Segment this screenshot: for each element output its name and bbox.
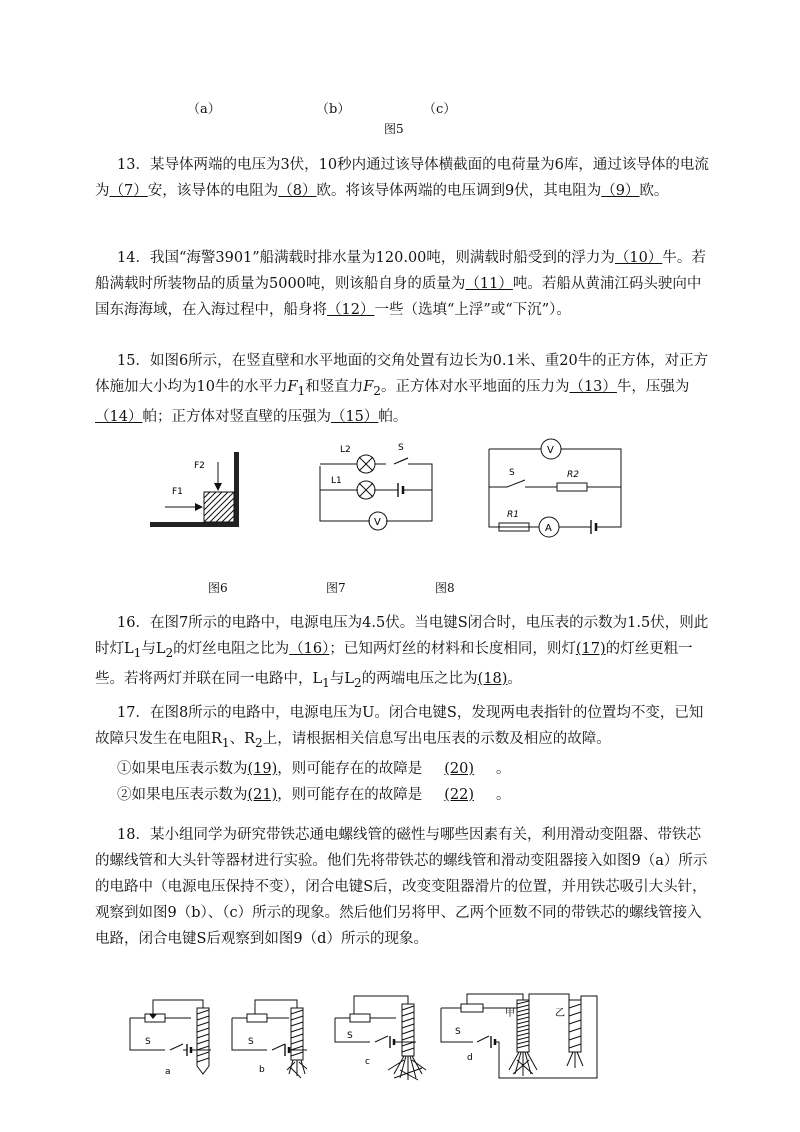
fig7-label-l2: L2 [340,445,351,455]
fig9-label-b: b [259,1065,265,1075]
q16-text6: 与L [329,670,354,687]
q17-text1: 17．在图8所示的电路中，电源电压为U。闭合电键S，发现两电表指针的位置均不变，已知故障只发生在电阻R [95,705,704,747]
blank-22: (22) [444,786,475,803]
q13-text1: 13．某导体两端的电压为3伏，10秒内通过该导体横截面的电荷量为6库，通过该导体的电流为 [95,157,709,199]
fig9-panel-d [441,994,597,1078]
blank-17: (17) [575,641,606,657]
blank-21: (21) [247,786,278,803]
fig9-label-yi: 乙 [555,1008,565,1019]
q16-l1-sub: 1 [133,645,142,660]
blank-12: （12） [327,302,375,318]
q15-f1-sub: 1 [297,383,306,398]
fig5-label-c: （c） [423,102,457,117]
q15-text3: 。正方体对水平地面的压力为 [380,379,570,395]
q15-text4: 牛，压强为 [616,379,690,395]
q16-text1: 16．在图7所示的电路中，电源电压为4.5伏。当电键S闭合时，电压表的示数为1.5伏，则此时灯L [95,615,709,657]
q15-text1: 15．如图6所示，在竖直壁和水平地面的交角处置有边长为0.1米、重20牛的正方体，对正方体施加大小均为10牛的水平力 [95,353,709,395]
q17-r1-sub: 1 [221,735,230,750]
fig9-label-s-d: S [455,1027,461,1037]
fig7-label-l1: L1 [331,476,342,486]
fig6-label-f1: F1 [172,487,183,497]
q14-text2: 牛。若船满载时所装物品的质量为5000吨，则该船自身的质量为 [95,250,706,292]
q13-text4: 欧。 [639,183,669,199]
question-18 [95,822,710,952]
q16-l2b-sub: 2 [353,675,362,690]
fig7-caption: 图7 [326,581,346,595]
q13-text2: 安，该导体的电阻为 [147,183,279,199]
hatched-cube [204,492,234,522]
q17-line1-c: 。 [496,760,511,777]
blank-14: （14） [95,408,143,425]
q17-r2-sub: 2 [255,735,263,750]
q17-line2-c: 。 [496,786,511,803]
fig5-sub-labels [0,98,800,118]
q15-f2-sub: 2 [373,383,381,398]
q15-text6: 帕。 [378,408,408,425]
q14-text4: 一些（选填“上浮”或“下沉”）。 [374,302,571,318]
q17-line-1 [95,756,710,782]
fig8-label-r1: R1 [507,510,519,520]
question-15 [95,348,710,430]
blank-20: (20) [444,760,475,777]
q16-text4: ；已知两灯丝的材料和长度相同，则灯 [329,641,576,657]
figure-9 [125,990,605,1090]
q17-text3: 上，请根据相关信息写出电压表的示数及相应的故障。 [262,731,611,747]
fig6-label-f2: F2 [194,461,205,471]
q17-line-2 [95,782,710,808]
figure-8 [485,435,630,540]
fig7-label-v: V [374,517,381,528]
q17-line2-a: ②如果电压表示数为 [117,786,248,803]
question-13 [95,152,710,204]
blank-15: （15） [330,408,379,425]
fig9-panel-b [232,1000,307,1078]
fig9-label-jia: 甲 [505,1008,515,1019]
fig8-label-a: A [545,523,552,534]
fig9-label-c: c [365,1057,370,1067]
fig9-panel-a [130,1000,211,1074]
fig9-label-a: a [165,1067,171,1077]
fig9-label-s-c: S [347,1031,353,1041]
fig8-label-s: S [509,468,515,478]
q16-text3: 的灯丝电阻之比为 [173,641,290,657]
question-17 [95,700,710,808]
q18-text: 18．某小组同学为研究带铁芯通电螺线管的磁性与哪些因素有关，利用滑动变阻器、带铁芯的螺线管和大头针等器材进行实验。他们先将带铁芯的螺线管和滑动变阻器接入如图9（a）所示的电路中（电源电压保持不变），闭合电键S后，改变变阻器滑片的位置，并用铁芯吸引大头针，观察到如图9（b）、（c）所示的现象。然后他们另将甲、乙两个匝数不同的带铁芯的螺线管接入电路，闭合电键S后观察到如图9（d）所示的现象。 [95,827,708,947]
q13-text3: 欧。将该导体两端的电压调到9伏，其电阻为 [316,183,602,199]
blank-11: （11） [465,276,513,292]
fig5-label-a: （a） [187,102,221,117]
fig8-label-r2: R2 [567,470,579,480]
blank-8: （8） [278,183,317,199]
q17-line1-a: ①如果电压表示数为 [117,760,248,777]
q14-text3: 吨。若船从黄浦江码头驶向中国东海海域，在入海过程中，船身将 [95,276,702,318]
q17-line1-b: ，则可能存在的故障是 [277,760,423,777]
question-16 [95,610,710,696]
fig8-caption: 图8 [435,581,455,595]
blank-18: (18) [477,670,508,687]
q15-text2: 和竖直力 [305,379,364,395]
figure-6 [150,450,250,530]
q16-text7: 的两端电压之比为 [361,670,478,687]
fig9-label-s-b: S [248,1037,254,1047]
fig7-label-s: S [398,443,404,453]
fig6-caption: 图6 [208,581,228,595]
q16-l1b-sub: 1 [322,675,330,690]
blank-10: （10） [614,250,663,266]
q15-f1: F [287,379,298,395]
q17-line2-b: ，则可能存在的故障是 [277,786,423,803]
question-14 [95,245,710,323]
q14-text1: 14．我国“海警3901”船满载时排水量为120.00吨，则满载时船受到的浮力为 [117,250,615,266]
blank-7: （7） [109,183,148,199]
fig9-label-d: d [467,1053,473,1063]
q15-f2: F [363,379,374,395]
q16-text5: 的灯丝更粗一些。若将两灯并联在同一电路中，L [95,641,693,687]
q16-l2-sub: 2 [165,645,174,660]
blank-19: (19) [247,760,278,777]
fig5-caption: 图5 [384,122,404,136]
blank-16: （16） [289,641,330,657]
q16-text2: 与L [141,641,166,657]
fig9-label-s-a: S [145,1037,151,1047]
blank-9: （9） [601,183,640,199]
fig5-label-b: （b） [316,102,351,117]
q15-text5: 帕；正方体对竖直壁的压强为 [142,408,331,425]
fig8-label-v: V [547,445,554,456]
blank-13: （13） [569,379,617,395]
q16-text8: 。 [507,670,522,687]
q17-text2: 、R [229,731,256,747]
figure-7 [318,438,438,538]
